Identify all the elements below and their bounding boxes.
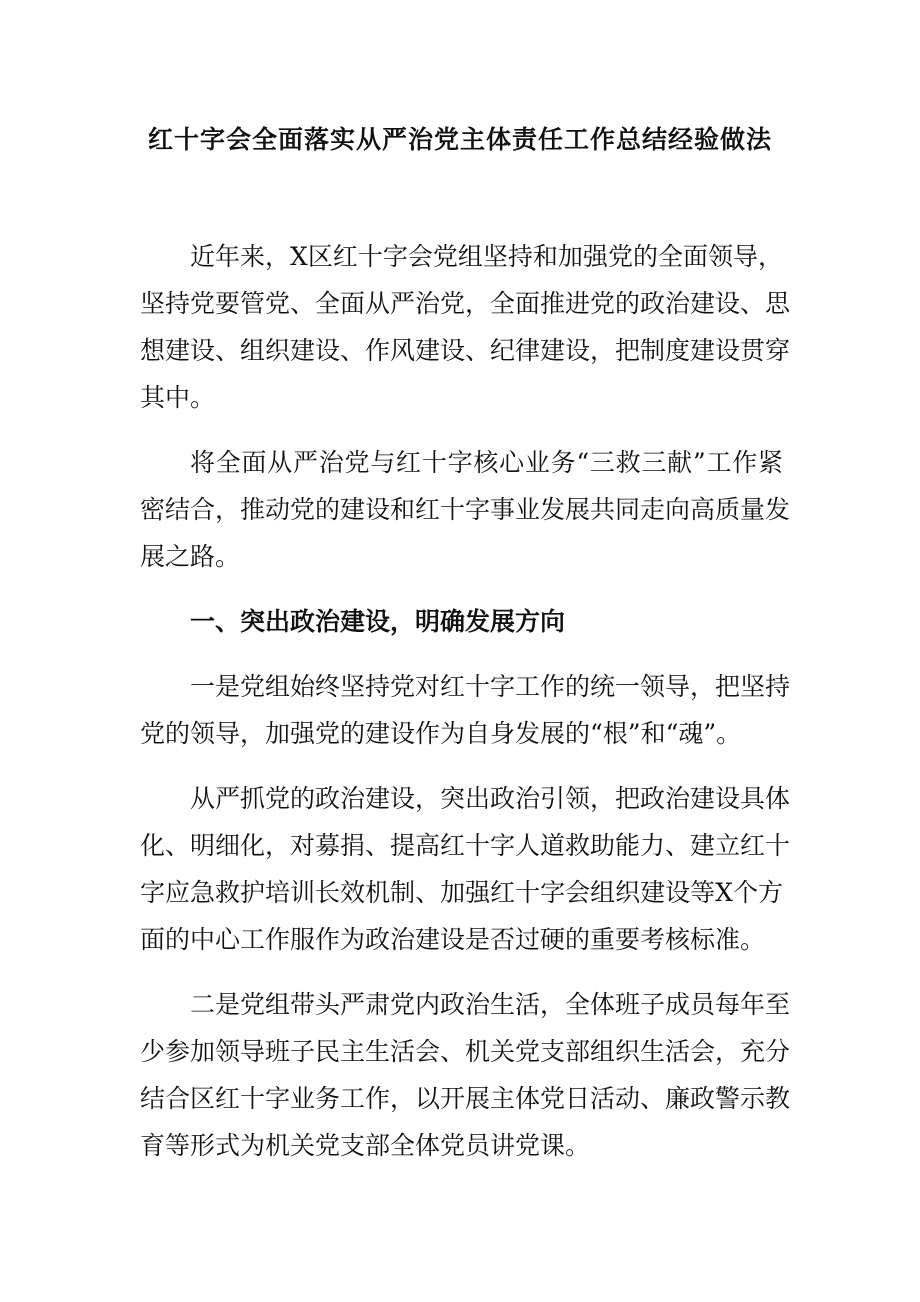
text-line: 字应急救护培训长效机制、加强红十字会组织建设等X个方 xyxy=(140,878,783,907)
text-line: 一是党组始终坚持党对红十字工作的统一领导，把坚持 xyxy=(190,672,791,701)
text-line: 密结合，推动党的建设和红十字事业发展共同走向高质量发 xyxy=(140,495,791,524)
text-line: 二是党组带头严肃党内政治生活，全体班子成员每年至 xyxy=(190,990,791,1019)
text-line: 面的中心工作服作为政治建设是否过硬的重要考核标准。 xyxy=(140,925,766,954)
text-line: 展之路。 xyxy=(140,542,241,571)
document-title: 红十字会全面落实从严治党主体责任工作总结经验做法 xyxy=(147,125,772,154)
text-line: 从严抓党的政治建设，突出政治引领，把政治建设具体 xyxy=(190,784,791,813)
text-line: 育等形式为机关党支部全体党员讲党课。 xyxy=(140,1131,591,1160)
paragraph xyxy=(140,663,791,757)
paragraph xyxy=(140,439,791,580)
text-line: 近年来，X区红十字会党组坚持和加强党的全面领导， xyxy=(190,242,783,271)
text-line: 一、突出政治建设，明确发展方向 xyxy=(190,607,566,636)
paragraph xyxy=(140,981,791,1169)
section-heading xyxy=(140,598,783,645)
text-line: 想建设、组织建设、作风建设、纪律建设，把制度建设贯穿 xyxy=(140,336,791,365)
text-line: 将全面从严治党与红十字核心业务“三救三献”工作紧 xyxy=(190,448,783,477)
text-line: 其中。 xyxy=(140,383,216,412)
text-line: 结合区红十字业务工作，以开展主体党日活动、廉政警示教 xyxy=(140,1084,791,1113)
text-line: 坚持党要管党、全面从严治党，全面推进党的政治建设、思 xyxy=(140,289,791,318)
document-body xyxy=(140,233,791,1187)
text-line: 党的领导，加强党的建设作为自身发展的“根”和“魂”。 xyxy=(140,719,742,748)
text-line: 少参加领导班子民主生活会、机关党支部组织生活会，充分 xyxy=(140,1037,791,1066)
paragraph xyxy=(140,233,791,421)
paragraph xyxy=(140,775,791,963)
text-line: 化、明细化，对募捐、提高红十字人道救助能力、建立红十 xyxy=(140,831,791,860)
